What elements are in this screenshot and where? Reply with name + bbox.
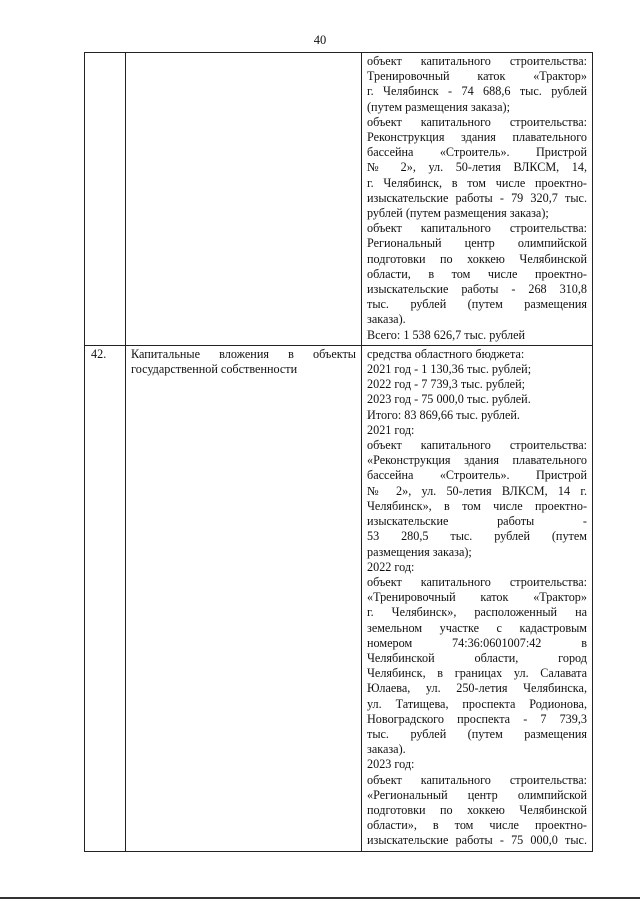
- text-line: ул. Татищева, проспекта Родионова,: [367, 696, 587, 711]
- text-line: г. Челябинск», расположенный на: [367, 605, 587, 620]
- text-line: объект капитального строительства:: [367, 574, 587, 589]
- text-line: области, в том числе проектно-: [367, 266, 587, 281]
- text-line: рублей (путем размещения заказа);: [367, 206, 549, 221]
- table-row: [85, 345, 593, 851]
- text-line: № 2», ул. 50-летия ВЛКСМ, 14 г.: [367, 483, 587, 498]
- text-line: изыскательские работы - 75 000,0 тыс.: [367, 833, 587, 848]
- row-number-cell: [85, 53, 126, 346]
- text-line: Региональный центр олимпийской: [367, 236, 587, 251]
- text-line: номером 74:36:0601007:42 в: [367, 635, 587, 650]
- text-line: Юлаева, ул. 250-летия Челябинска,: [367, 681, 587, 696]
- page-number: 40: [313, 33, 327, 47]
- row-name-cell: [126, 53, 362, 346]
- text-line: объект капитального строительства:: [367, 772, 587, 787]
- text-line: заказа).: [367, 742, 406, 757]
- text-line: «Реконструкция здания плавательного: [367, 453, 587, 468]
- row-description-cell: [362, 345, 593, 851]
- text-line: 2021 год - 1 130,36 тыс. рублей;: [367, 362, 532, 377]
- text-line: бассейна «Строитель». Пристрой: [367, 468, 587, 483]
- text-line: государственной собственности: [131, 362, 298, 377]
- text-line: 2023 год:: [367, 757, 415, 772]
- text-line: (путем размещения заказа);: [367, 99, 510, 114]
- text-line: тыс. рублей (путем размещения: [367, 297, 587, 312]
- text-line: Челябинской области, город: [367, 650, 587, 665]
- text-line: Тренировочный каток «Трактор»: [367, 69, 587, 84]
- text-line: Челябинск», в том числе проектно-: [367, 498, 587, 513]
- text-line: 53 280,5 тыс. рублей (путем: [367, 529, 587, 544]
- text-line: 2023 год - 75 000,0 тыс. рублей.: [367, 392, 531, 407]
- text-line: «Тренировочный каток «Трактор»: [367, 590, 587, 605]
- text-line: Всего: 1 538 626,7 тыс. рублей: [367, 327, 526, 342]
- page-bottom-rule: [0, 897, 640, 899]
- text-line: объект капитального строительства:: [367, 221, 587, 236]
- text-line: области», в том числе проектно-: [367, 818, 587, 833]
- text-line: «Региональный центр олимпийской: [367, 787, 587, 802]
- text-line: Новоградского проспекта - 7 739,3: [367, 711, 587, 726]
- text-line: средства областного бюджета:: [367, 346, 525, 361]
- table-row: [85, 53, 593, 346]
- text-line: бассейна «Строитель». Пристрой: [367, 145, 587, 160]
- text-line: подготовки по хоккею Челябинской: [367, 802, 587, 817]
- budget-table: [84, 52, 593, 852]
- text-line: тыс. рублей (путем размещения: [367, 726, 587, 741]
- text-line: заказа).: [367, 312, 406, 327]
- text-line: Итого: 83 869,66 тыс. рублей.: [367, 407, 520, 422]
- text-line: изыскательские работы - 268 310,8: [367, 282, 587, 297]
- text-line: № 2», ул. 50-летия ВЛКСМ, 14,: [367, 160, 587, 175]
- text-line: 2022 год - 7 739,3 тыс. рублей;: [367, 377, 526, 392]
- row-name-cell: [126, 345, 362, 851]
- text-line: земельном участке с кадастровым: [367, 620, 587, 635]
- text-line: объект капитального строительства:: [367, 114, 587, 129]
- text-line: размещения заказа);: [367, 544, 472, 559]
- text-line: Челябинск, в границах ул. Салавата: [367, 666, 587, 681]
- text-line: г. Челябинск - 74 688,6 тыс. рублей: [367, 84, 587, 99]
- text-line: изыскательские работы - 79 320,7 тыс.: [367, 190, 587, 205]
- text-line: Реконструкция здания плавательного: [367, 130, 587, 145]
- text-line: Капитальные вложения в объекты: [131, 346, 356, 361]
- text-line: объект капитального строительства:: [367, 54, 587, 68]
- text-line: подготовки по хоккею Челябинской: [367, 251, 587, 266]
- row-number-cell: 42.: [85, 345, 126, 851]
- text-line: г. Челябинск, в том числе проектно-: [367, 175, 587, 190]
- text-line: изыскательские работы -: [367, 514, 587, 529]
- text-line: 2022 год:: [367, 559, 415, 574]
- text-line: 2021 год:: [367, 422, 415, 437]
- text-line: объект капитального строительства:: [367, 438, 587, 453]
- row-description-cell: [362, 53, 593, 346]
